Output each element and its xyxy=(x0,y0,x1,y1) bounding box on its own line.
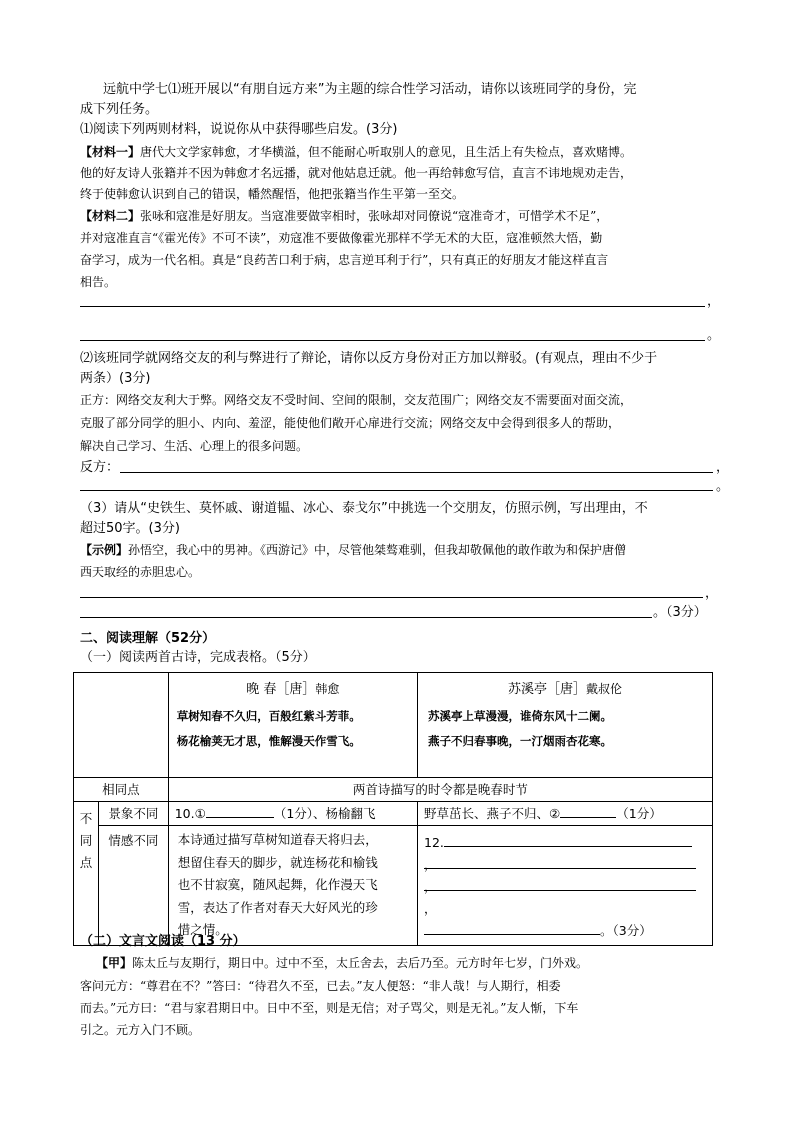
poem-2-header: 苏溪亭［唐］戴叔伦 xyxy=(507,682,623,697)
scene-1-blank[interactable] xyxy=(206,804,274,818)
scene-poem-1: 10.① （1分）、杨榆翻飞 xyxy=(168,802,417,826)
intro-line-1: 远航中学七⑴班开展以“有朋自远方来”为主题的综合性学习活动，请你以该班同学的身份，完 xyxy=(103,82,637,97)
poem-1-header: 晚 春［唐］韩愈 xyxy=(246,682,340,697)
material-1-label: 【材料一】 xyxy=(80,145,141,159)
pro-label: 正方： xyxy=(80,393,117,407)
con-answer-line-2[interactable] xyxy=(80,490,713,491)
material-2-line-4: 相告。 xyxy=(80,275,117,289)
scene-2-blank[interactable] xyxy=(560,804,616,818)
q3-prompt-line-1: （3）请从“史铁生、莫怀戚、谢道韫、冰心、泰戈尔”中挑选一个交朋友，仿照示例，写出理由，不 xyxy=(80,501,648,516)
diff-label: 不 同 点 xyxy=(74,802,99,946)
poem-2-line-2: 燕子不归春事晚，一汀烟雨杏花寒。 xyxy=(428,734,613,748)
material-1-line-2: 他的好友诗人张籍并不因为韩愈才名远播，就对他姑息迁就。他一再给韩愈写信，直言不讳地规劝走告， xyxy=(80,166,633,180)
classic-line-2: 客问元方：“尊君在不？”答曰：“待君久不至，已去。”友人便怒：“非人哉！与人期行，相委 xyxy=(80,979,561,993)
pro-line-2: 克服了部分同学的胆小、内向、羞涩，能使他们敞开心扉进行交流；网络交友中会得到很多人的帮助， xyxy=(80,416,621,430)
q3-prompt-line-2: 超过50字。(3分) xyxy=(80,521,180,536)
con-answer-comma: ， xyxy=(716,460,730,475)
feeling-2-blank-2[interactable] xyxy=(424,855,696,869)
classic-line-4: 引之。元方入门不顾。 xyxy=(80,1023,201,1037)
example-label: 【示例】 xyxy=(80,543,129,557)
poem-2-cell xyxy=(418,673,713,778)
same-text: 两首诗描写的时令都是晚春时节 xyxy=(168,778,712,802)
pro-line-3: 解决自己学习、生活、心理上的很多问题。 xyxy=(80,439,309,453)
material-1-line-3: 终于使韩愈认识到自己的错误，幡然醒悟，他把张籍当作生平第一至交。 xyxy=(80,187,465,201)
scene-label: 景象不同 xyxy=(98,802,168,826)
poem-comparison-table xyxy=(73,672,713,946)
same-label: 相同点 xyxy=(74,778,169,802)
q1-answer-period: 。 xyxy=(707,328,721,343)
q3-answer-end: 。（3分） xyxy=(653,605,707,620)
feeling-2-blank-1[interactable] xyxy=(444,833,692,847)
con-label: 反方： xyxy=(80,460,120,475)
con-answer-line-1[interactable] xyxy=(120,472,713,473)
poem-2-line-1: 苏溪亭上草漫漫，谁倚东风十二阑。 xyxy=(428,709,613,723)
classic-label: 【甲】 xyxy=(96,956,133,970)
example-line-1: 【示例】孙悟空，我心中的男神。《西游记》中，尽管他桀骜难驯，但我却敬佩他的敢作敢为和保护唐僧 xyxy=(80,543,627,557)
scene-poem-2: 野草茁长、燕子不归、② （1分） xyxy=(418,802,713,826)
section-2-title: 二、阅读理解（52分） xyxy=(80,631,216,646)
con-answer-period: 。 xyxy=(716,479,730,494)
material-2-line-3: 奋学习，成为一代名相。真是“良药苦口利于病，忠言逆耳利于行”，只有真正的好朋友才能这样直言 xyxy=(80,253,609,267)
intro-line-2: 成下列任务。 xyxy=(80,102,159,117)
classic-line-3: 而去。”元方曰：“君与家君期日中。日中不至，则是无信；对子骂父，则是无礼。”友人惭，下车 xyxy=(80,1001,579,1015)
q3-answer-comma: ， xyxy=(705,586,719,601)
feeling-poem-1: 本诗通过描写草树知道春天将归去， 想留住春天的脚步，就连杨花和榆钱 也不甘寂寞，随风起舞，化作漫天飞 雪，表达了作者对春天大好风光的珍 惜之情。 xyxy=(168,826,417,946)
feeling-poem-2: 12.， ， ， 。（3分） xyxy=(418,826,713,946)
material-2-label: 【材料二】 xyxy=(80,209,141,223)
material-2-line-1: 【材料二】张咏和寇准是好朋友。当寇准要做宰相时，张咏却对同僚说“寇准奇才，可惜学术不足”， xyxy=(80,209,609,223)
material-1-line-1: 【材料一】唐代大文学家韩愈，才华横溢，但不能耐心听取别人的意见，且生活上有失检点，喜欢赌博。 xyxy=(80,145,633,159)
q1-answer-comma: ， xyxy=(707,294,721,309)
feeling-label: 情感不同 xyxy=(98,826,168,946)
q3-answer-line-2[interactable] xyxy=(80,617,652,618)
feeling-2-blank-4[interactable] xyxy=(424,921,600,935)
poem-1-line-1: 草树知春不久归，百般红紫斗芳菲。 xyxy=(176,709,361,723)
poem-1-line-2: 杨花榆荚无才思，惟解漫天作雪飞。 xyxy=(176,734,361,748)
q2-prompt-line-1: ⑵该班同学就网络交友的利与弊进行了辩论，请你以反方身份对正方加以辩驳。(有观点，理由不少于 xyxy=(80,351,658,366)
pro-line-1: 正方：网络交友利大于弊。网络交友不受时间、空间的限制，交友范围广；网络交友不需要面对面交流， xyxy=(80,393,633,407)
section-2-sub-1: （一）阅读两首古诗，完成表格。（5分） xyxy=(80,650,316,665)
q1-prompt: ⑴阅读下列两则材料，说说你从中获得哪些启发。(3分) xyxy=(80,122,398,137)
example-line-2: 西天取经的赤胆忠心。 xyxy=(80,565,201,579)
q2-prompt-line-2: 两条）(3分) xyxy=(80,371,151,386)
classic-line-1: 【甲】陈太丘与友期行，期日中。过中不至，太丘舍去，去后乃至。元方时年七岁，门外戏。 xyxy=(96,956,589,970)
q3-answer-line-1[interactable] xyxy=(80,597,703,598)
poem-1-cell xyxy=(168,673,417,778)
q1-answer-line-2[interactable] xyxy=(80,340,705,341)
table-corner-cell xyxy=(74,673,169,778)
feeling-2-blank-3[interactable] xyxy=(424,877,696,891)
material-2-line-2: 并对寇准直言“《霍光传》不可不读”，劝寇准不要做像霍光那样不学无术的大臣，寇准顿然大悟，勤 xyxy=(80,231,603,245)
q1-answer-line-1[interactable] xyxy=(80,306,705,307)
classic-section-title: （二）文言文阅读（13 分） xyxy=(80,934,246,949)
